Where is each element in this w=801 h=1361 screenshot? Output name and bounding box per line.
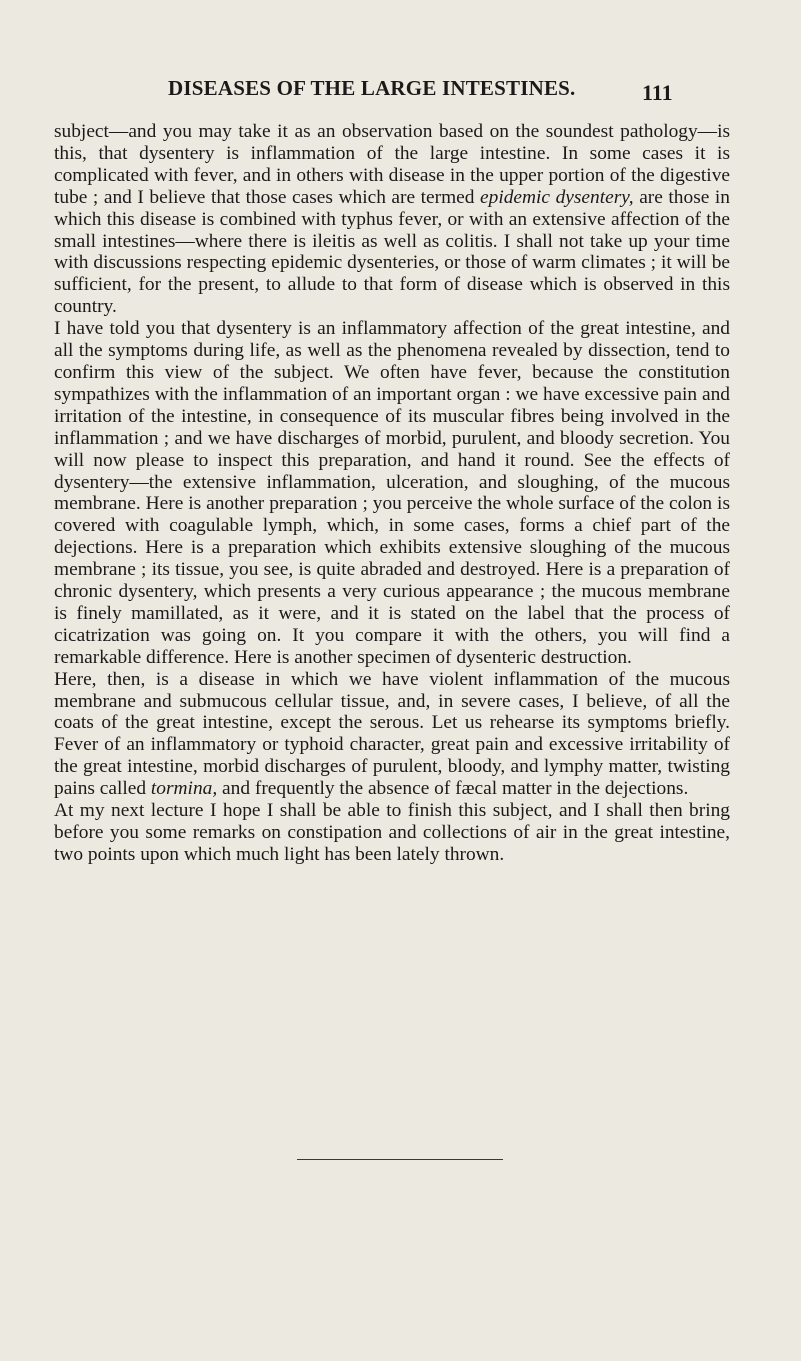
paragraph-text: Here, then, is a disease in which we have violent inflammation of the mucous membrane and submucous cellular tissue, and, in severe cases, I believe, of all the coats of the great intestine, except the serous. Let us rehearse its symptoms briefly. Fever of an inflammatory or typhoid character, great pain and excessive irritability of the great intestine, morbid discharges of purulent, bloody, and lymphy matter, twisting pains called [54,668,730,800]
paragraph-4 [54,800,730,866]
paragraph-1 [54,121,730,318]
end-rule [297,1159,503,1160]
paragraph-3 [54,669,730,800]
paragraph-2 [54,318,730,669]
page-header [0,76,801,106]
paragraph-text: At my next lecture I hope I shall be able to finish this subject, and I shall then bring before you some remarks on constipation and collections of air in the great intestine, two points upon which much light has been lately thrown. [54,800,730,865]
running-title: DISEASES OF THE LARGE INTESTINES. [168,76,576,100]
paragraph-text: and frequently the absence of fæcal matter in the dejections. [217,778,689,800]
paragraph-text: I have told you that dysentery is an inflammatory affection of the great intestine, and all the symptoms during life, as well as the phenomena revealed by dissection, tend to confirm this view of the subject. We often have fever, because the constitution sympathizes with the inflammation of an important organ : we have excessive pain and irritation of the intestine, in consequence of its muscular fibres being involved in the inflammation ; and we have discharges of morbid, purulent, and bloody secretion. You will now please to inspect this preparation, and hand it round. See the effects of dysentery—the extensive inflammation, ulceration, and sloughing, of the mucous membrane. Here is another preparation ; you perceive the whole surface of the colon is covered with coagulable lymph, which, in some cases, forms a chief part of the dejections. Here is a preparation which exhibits extensive sloughing of the mucous membrane ; its tissue, you see, is quite abraded and destroyed. Here is a preparation of chronic dysentery, which presents a very curious appearance ; the mucous membrane is finely mamillated, as it were, and it is stated on the label that the process of cicatrization was going on. It you compare it with the others, you will find a remarkable difference. Here is another specimen of dysenteric destruction. [54,318,730,668]
page-number: 111 [642,80,673,105]
paragraph-text: are those in which this disease is combined with typhus fever, or with an extensive affection of the small intestines—where there is ileitis as well as colitis. I shall not take up your time with discussions respecting epidemic dysenteries, or those of warm climates ; it will be sufficient, for the present, to allude to that form of disease which is observed in this country. [54,186,730,318]
italic-term: tormina, [150,778,218,800]
paragraph-text: subject—and you may take it as an observation based on the soundest pathology—is this, that dysentery is inflammation of the large intestine. In some cases it is complicated with fever, and in others with disease in the upper portion of the digestive tube ; and I believe that those cases which are termed [54,121,730,208]
body-text [54,121,730,866]
italic-term: epidemic dysentery, [480,186,634,208]
